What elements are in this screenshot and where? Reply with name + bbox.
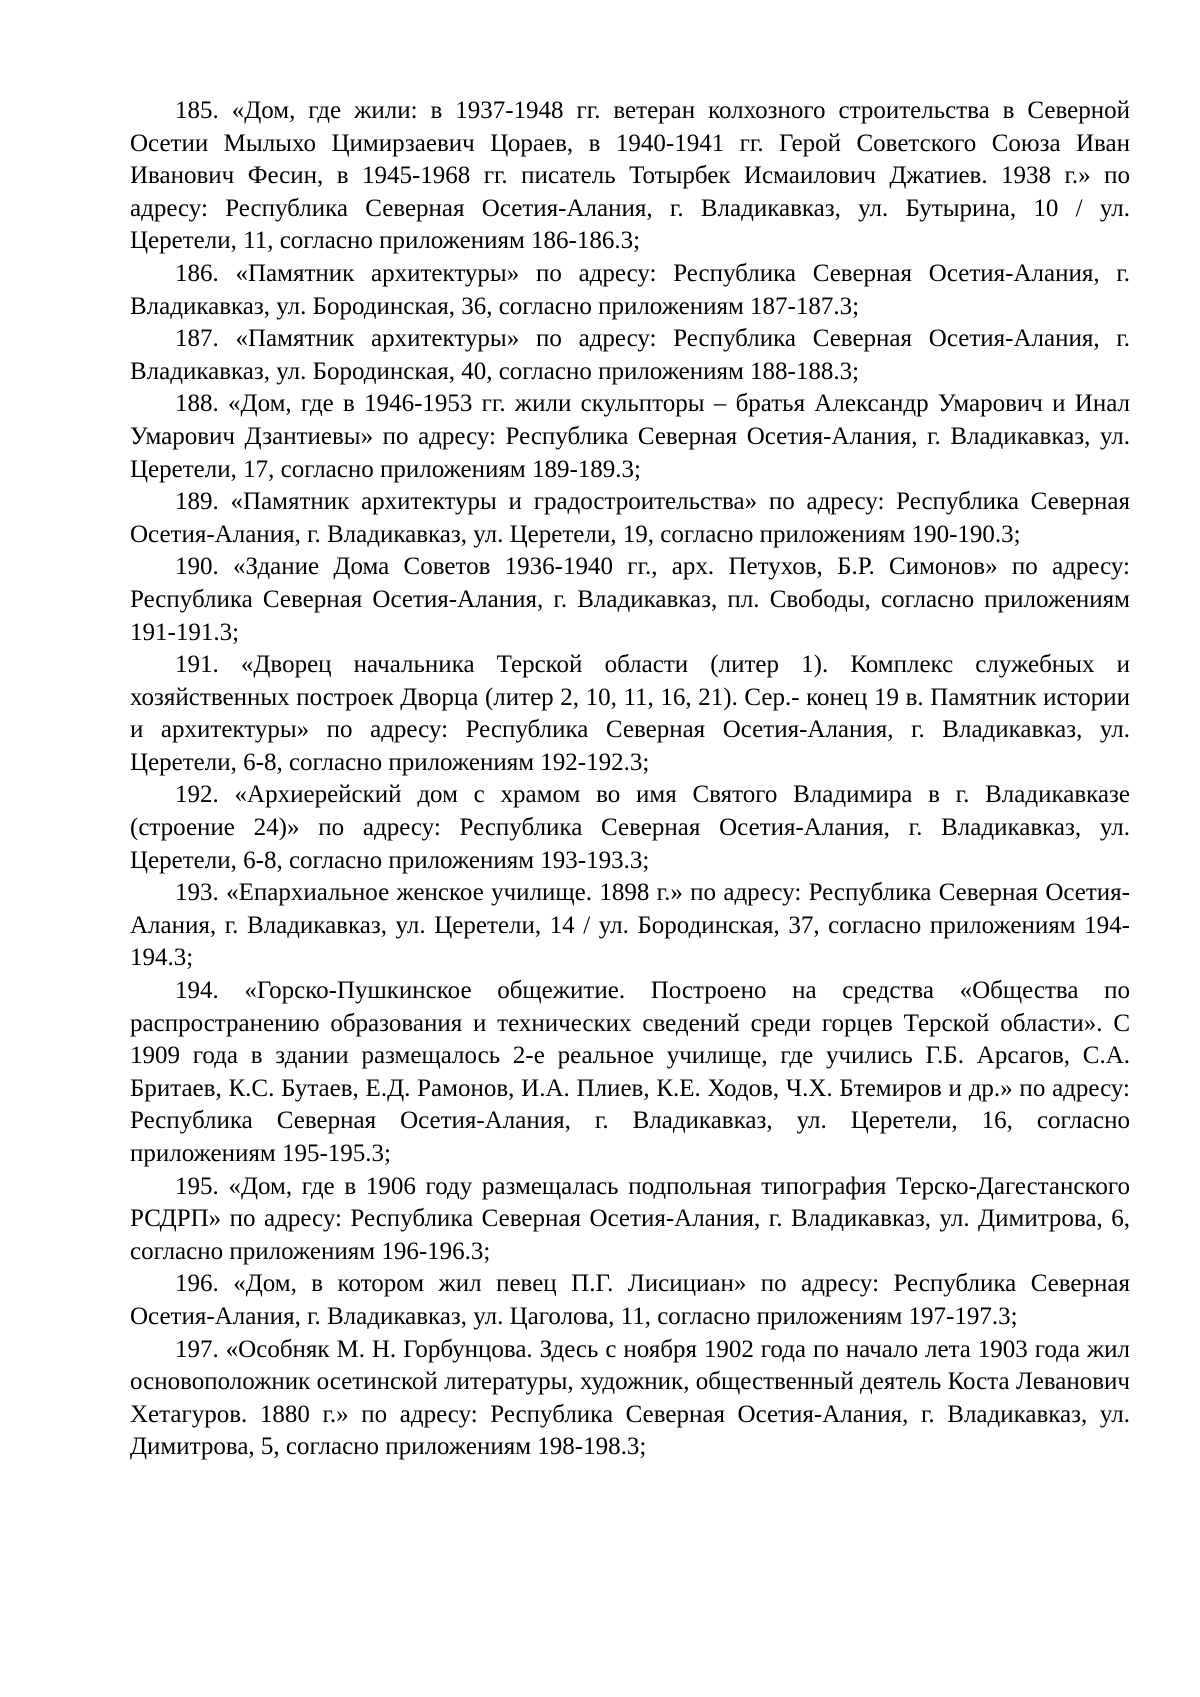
paragraph-item-192: 192. «Архиерейский дом с храмом во имя Святого Владимира в г. Владикавказе (строение 24)» по адресу: Республика Северная Осетия-Алания, г. Владикавказ, ул. Церетели, 6-8, согласно приложениям 193-193.3; (130, 781, 1130, 874)
paragraph-item-196: 196. «Дом, в котором жил певец П.Г. Лисициан» по адресу: Республика Северная Осетия-Алания, г. Владикавказ, ул. Цаголова, 11, согласно приложениям 197-197.3; (130, 1270, 1130, 1330)
paragraph-item-185: 185. «Дом, где жили: в 1937-1948 гг. ветеран колхозного строительства в Северной Осетии Мылыхо Цимирзаевич Цораев, в 1940-1941 гг. Герой Советского Союза Иван Иванович Фесин, в 1945-1968 гг. писатель Тотырбек Исмаилович Джатиев. 1938 г.» по адресу: Республика Северная Осетия-Алания, г. Владикавказ, ул. Бутырина, 10 / ул. Церетели, 11, согласно приложениям 186-186.3; (130, 97, 1130, 255)
paragraph-item-191: 191. «Дворец начальника Терской области (литер 1). Комплекс служебных и хозяйственных построек Дворца (литер 2, 10, 11, 16, 21). Сер.- конец 19 в. Памятник истории и архитектуры» по адресу: Республика Северная Осетия-Алания, г. Владикавказ, ул. Церетели, 6-8, согласно приложениям 192-192.3; (130, 651, 1130, 776)
paragraph-item-194: 194. «Горско-Пушкинское общежитие. Построено на средства «Общества по распространению образования и технических сведений среди горцев Терской области». С 1909 года в здании размещалось 2-е реальное училище, где учились Г.Б. Арсагов, С.А. Бритаев, К.С. Бутаев, Е.Д. Рамонов, И.А. Плиев, К.Е. Ходов, Ч.Х. Бтемиров и др.» по адресу: Республика Северная Осетия-Алания, г. Владикавказ, ул. Церетели, 16, согласно приложениям 195-195.3; (130, 977, 1130, 1167)
paragraph-item-187: 187. «Памятник архитектуры» по адресу: Республика Северная Осетия-Алания, г. Владикавказ, ул. Бородинская, 40, согласно приложениям 188-188.3; (130, 325, 1130, 385)
paragraph-item-195: 195. «Дом, где в 1906 году размещалась подпольная типография Терско-Дагестанского РСДРП» по адресу: Республика Северная Осетия-Алания, г. Владикавказ, ул. Димитрова, 6, согласно приложениям 196-196.3; (130, 1172, 1130, 1265)
paragraph-item-193: 193. «Епархиальное женское училище. 1898 г.» по адресу: Республика Северная Осетия-Алания, г. Владикавказ, ул. Церетели, 14 / ул. Бородинская, 37, согласно приложениям 194-194.3; (130, 879, 1130, 972)
document-page (130, 95, 1130, 1464)
paragraph-item-189: 189. «Памятник архитектуры и градостроительства» по адресу: Республика Северная Осетия-Алания, г. Владикавказ, ул. Церетели, 19, согласно приложениям 190-190.3; (130, 488, 1130, 548)
paragraph-item-197: 197. «Особняк М. Н. Горбунцова. Здесь с ноября 1902 года по начало лета 1903 года жил основоположник осетинской литературы, художник, общественный деятель Коста Леванович Хетагуров. 1880 г.» по адресу: Республика Северная Осетия-Алания, г. Владикавказ, ул. Димитрова, 5, согласно приложениям 198-198.3; (130, 1335, 1130, 1461)
paragraph-item-190: 190. «Здание Дома Советов 1936-1940 гг., арх. Петухов, Б.Р. Симонов» по адресу: Республика Северная Осетия-Алания, г. Владикавказ, пл. Свободы, согласно приложениям 191-191.3; (130, 553, 1130, 646)
paragraph-item-186: 186. «Памятник архитектуры» по адресу: Республика Северная Осетия-Алания, г. Владикавказ, ул. Бородинская, 36, согласно приложениям 187-187.3; (130, 259, 1130, 320)
paragraph-item-188: 188. «Дом, где в 1946-1953 гг. жили скульпторы – братья Александр Умарович и Инал Умарович Дзантиевы» по адресу: Республика Северная Осетия-Алания, г. Владикавказ, ул. Церетели, 17, согласно приложениям 189-189.3; (130, 390, 1130, 483)
